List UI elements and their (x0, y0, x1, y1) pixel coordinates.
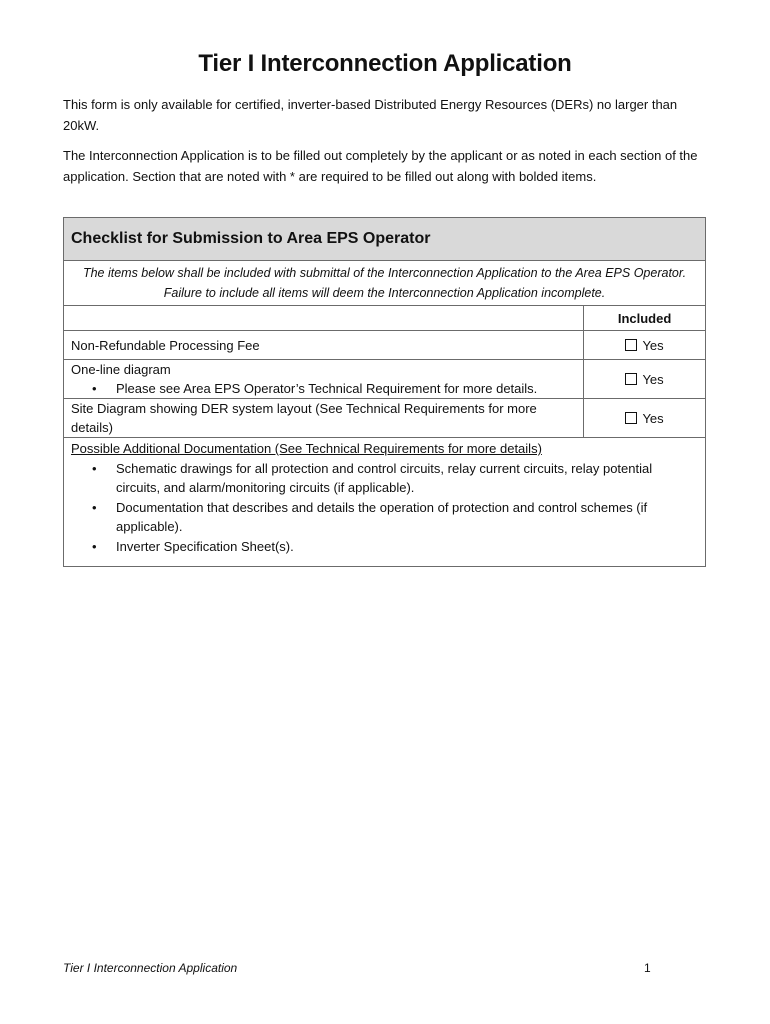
list-item: • Inverter Specification Sheet(s). (71, 537, 698, 557)
checkbox-icon[interactable] (625, 412, 637, 424)
page-number: 1 (644, 961, 651, 975)
intro-paragraph-1: This form is only available for certified, inverter-based Distributed Energy Resources (DERs) no larger than 20kW. (63, 97, 678, 133)
intro-paragraph-2: The Interconnection Application is to be filled out completely by the applicant or as noted in each section of the application. Section that are noted with * are required to be filled out along with bolded items. (63, 148, 698, 184)
submission-checklist-table (63, 217, 706, 567)
additional-documentation-heading: Possible Additional Documentation (See Technical Requirements for more details) (71, 441, 542, 456)
included-checkbox-one-line-diagram[interactable] (584, 360, 706, 399)
page-title: Tier I Interconnection Application (198, 50, 572, 77)
bullet-icon: • (92, 381, 97, 396)
additional-documentation-list (71, 459, 698, 557)
included-checkbox-processing-fee[interactable] (584, 331, 706, 360)
bullet-icon: • (92, 499, 97, 515)
checkbox-label: Yes (642, 410, 664, 426)
item-label: Non-Refundable Processing Fee (64, 331, 584, 360)
item-label: Site Diagram showing DER system layout (See Technical Requirements for more details) (64, 399, 584, 438)
table-row (64, 399, 706, 438)
item-column-header (64, 306, 584, 331)
item-sub-text: Please see Area EPS Operator’s Technical Requirement for more details. (116, 381, 538, 396)
item-sub-bullet (71, 379, 576, 398)
item-label: One-line diagram (71, 362, 171, 377)
list-item: • Documentation that describes and details the operation of protection and control schemes (if applicable). (71, 498, 698, 537)
checkbox-label: Yes (642, 371, 664, 387)
checkbox-icon[interactable] (625, 373, 637, 385)
additional-documentation-row (64, 438, 706, 567)
table-row (64, 331, 706, 360)
checklist-instructions: The items below shall be included with submittal of the Interconnection Application to the Area EPS Operator. Failure to include all items will deem the Interconnection Application incomplete. (64, 261, 706, 306)
checkbox-label: Yes (642, 337, 664, 353)
list-item: • Schematic drawings for all protection and control circuits, relay current circuits, relay potential circuits, and alarm/monitoring circuits (if applicable). (71, 459, 698, 498)
included-checkbox-site-diagram[interactable] (584, 399, 706, 438)
footer-title: Tier I Interconnection Application (63, 961, 238, 975)
bullet-icon: • (92, 460, 97, 476)
table-row (64, 360, 706, 399)
checkbox-icon[interactable] (625, 339, 637, 351)
bullet-icon: • (92, 538, 97, 554)
included-column-header: Included (584, 306, 706, 331)
checklist-heading: Checklist for Submission to Area EPS Operator (64, 218, 706, 261)
